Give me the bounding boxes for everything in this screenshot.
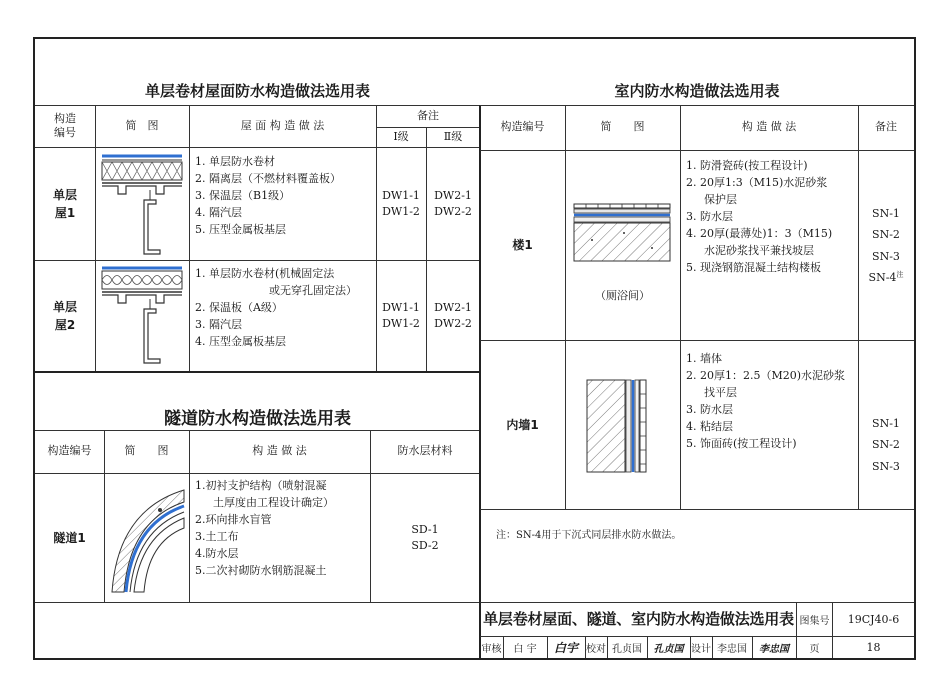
tunnel1-item: 1.初衬支护结构（喷射混凝 bbox=[195, 479, 327, 492]
floor1-item: 4. 20厚(最薄处)1：3（M15) bbox=[686, 227, 833, 241]
tunnel1-item: 5.二次衬砌防水钢筋混凝土 bbox=[195, 564, 327, 578]
atlas-number: 19CJ40-6 bbox=[847, 612, 900, 626]
title-block-main-title: 单层卷材屋面、隧道、室内防水构造做法选用表 bbox=[483, 610, 794, 628]
tunnel1-item: 3.土工布 bbox=[195, 530, 239, 544]
floor1-remark: SN-1 bbox=[872, 207, 900, 220]
indoor-row2-method bbox=[686, 350, 858, 452]
indoor-row1-remarks bbox=[858, 203, 914, 289]
floor1-item: 5. 现浇钢筋混凝土结构楼板 bbox=[686, 261, 821, 275]
roof2-item: 或无穿孔固定法） bbox=[269, 284, 357, 298]
indoor-header-method: 构 造 做 法 bbox=[741, 120, 797, 134]
tunnel1-item: 2.环向排水盲管 bbox=[195, 513, 272, 527]
reviewer-name: 白 宇 bbox=[513, 643, 537, 655]
wall1-item: 找平层 bbox=[704, 386, 737, 400]
roof-header-method: 屋 面 构 造 做 法 bbox=[240, 118, 325, 132]
atlas-label: 图集号 bbox=[799, 615, 830, 627]
floor1-diagram bbox=[572, 200, 672, 266]
roof2-item: 4. 压型金属板基层 bbox=[195, 335, 286, 349]
roof-header-code: 构造 编号 bbox=[54, 111, 76, 139]
wall1-remark: SN-3 bbox=[872, 459, 900, 473]
check-label: 校对 bbox=[586, 643, 606, 655]
tunnel-header-code: 构造编号 bbox=[47, 444, 92, 458]
roof2-item: 3. 隔汽层 bbox=[195, 318, 242, 332]
wall1-item: 4. 粘结层 bbox=[686, 420, 733, 434]
reviewer-signature: 白宇 bbox=[553, 640, 578, 655]
floor1-remark: SN-3 bbox=[872, 249, 900, 263]
wall1-item: 3. 防水层 bbox=[686, 403, 733, 417]
indoor-header-code: 构造编号 bbox=[500, 120, 545, 134]
roof-header-level1: Ⅰ级 bbox=[393, 129, 409, 143]
indoor-row2-code: 内墙1 bbox=[506, 417, 539, 432]
roof1-item: 4. 隔汽层 bbox=[195, 206, 242, 220]
roof-row1-level1: DW1-1 DW1-2 bbox=[382, 188, 420, 218]
wall1-diagram bbox=[585, 376, 657, 476]
roof-row1-code: 单层 屋1 bbox=[52, 187, 77, 220]
checker-name: 孔贞国 bbox=[612, 643, 642, 655]
indoor-row2-remarks bbox=[858, 413, 914, 477]
roof1-item: 1. 单层防水卷材 bbox=[195, 155, 275, 168]
tunnel1-item: 土厚度由工程设计确定） bbox=[213, 496, 334, 510]
roof2-item: 2. 保温板（A级） bbox=[195, 301, 283, 315]
tunnel-header-method: 构 造 做 法 bbox=[252, 444, 307, 458]
tunnel-row1-method bbox=[195, 477, 370, 579]
indoor-row1-method bbox=[686, 157, 858, 276]
roof-header-diagram: 简 图 bbox=[125, 118, 159, 132]
wall1-item: 1. 墙体 bbox=[686, 352, 722, 365]
designer-name: 李忠国 bbox=[717, 643, 747, 655]
indoor-row1-code: 楼1 bbox=[512, 238, 533, 252]
floor1-caption: （厕浴间） bbox=[595, 289, 650, 303]
roof1-item: 3. 保温层（B1级） bbox=[195, 189, 291, 203]
indoor-note: 注：SN-4用于下沉式同层排水防水做法。 bbox=[496, 530, 682, 541]
design-label: 设计 bbox=[691, 643, 711, 655]
wall1-remark: SN-2 bbox=[872, 438, 900, 452]
tunnel1-item: 4.防水层 bbox=[195, 547, 239, 561]
roof1-item: 2. 隔离层（不燃材料覆盖板） bbox=[195, 172, 341, 186]
remark-note-mark: 注 bbox=[896, 270, 904, 279]
tunnel-row1-code: 隧道1 bbox=[53, 530, 86, 545]
tunnel-header-material: 防水层材料 bbox=[397, 444, 453, 458]
roof-row1-method bbox=[195, 153, 375, 238]
roof-row1-level2: DW2-1 DW2-2 bbox=[434, 188, 472, 218]
roof-row2-method bbox=[195, 265, 375, 350]
designer-signature: 李忠国 bbox=[759, 643, 789, 655]
floor1-remark: $SN-4^注$ bbox=[868, 270, 904, 285]
roof1-diagram bbox=[100, 150, 184, 258]
floor1-item: 1. 防滑瓷砖(按工程设计) bbox=[686, 159, 808, 172]
tunnel-table-title: 隧道防水构造做法选用表 bbox=[164, 409, 351, 429]
checker-signature: 孔贞国 bbox=[653, 643, 684, 655]
page-number: 18 bbox=[866, 640, 881, 654]
indoor-table-title: 室内防水构造做法选用表 bbox=[614, 82, 780, 100]
wall1-remark: SN-1 bbox=[872, 417, 900, 430]
tunnel1-diagram bbox=[108, 480, 186, 596]
wall1-item: 2. 20厚1：2.5（M20)水泥砂浆 bbox=[686, 369, 846, 383]
roof2-item: 1. 单层防水卷材(机械固定法 bbox=[195, 267, 335, 280]
floor1-item: 水泥砂浆找平兼找坡层 bbox=[704, 244, 814, 258]
floor1-item: 3. 防水层 bbox=[686, 210, 733, 224]
roof2-diagram bbox=[100, 263, 184, 368]
roof-header-remark: 备注 bbox=[417, 108, 439, 122]
tunnel-header-diagram: 简 图 bbox=[124, 444, 169, 458]
review-label: 审核 bbox=[481, 643, 502, 655]
floor1-item: 2. 20厚1:3（M15)水泥砂浆 bbox=[686, 176, 828, 190]
indoor-header-diagram: 简 图 bbox=[600, 120, 645, 134]
roof-header-level2: Ⅱ级 bbox=[443, 129, 463, 143]
floor1-item: 保护层 bbox=[704, 193, 737, 207]
roof-row2-level1: DW1-1 DW1-2 bbox=[382, 300, 420, 330]
roof-row2-code: 单层 屋2 bbox=[52, 299, 77, 332]
floor1-remark: SN-2 bbox=[872, 228, 900, 242]
roof-table-title: 单层卷材屋面防水构造做法选用表 bbox=[144, 82, 370, 100]
roof1-item: 5. 压型金属板基层 bbox=[195, 223, 286, 237]
tunnel-row1-material: SD-1 SD-2 bbox=[411, 522, 439, 552]
wall1-item: 5. 饰面砖(按工程设计) bbox=[686, 437, 797, 451]
indoor-header-remark: 备注 bbox=[875, 120, 897, 134]
page-label: 页 bbox=[809, 643, 820, 655]
roof-row2-level2: DW2-1 DW2-2 bbox=[434, 300, 472, 330]
